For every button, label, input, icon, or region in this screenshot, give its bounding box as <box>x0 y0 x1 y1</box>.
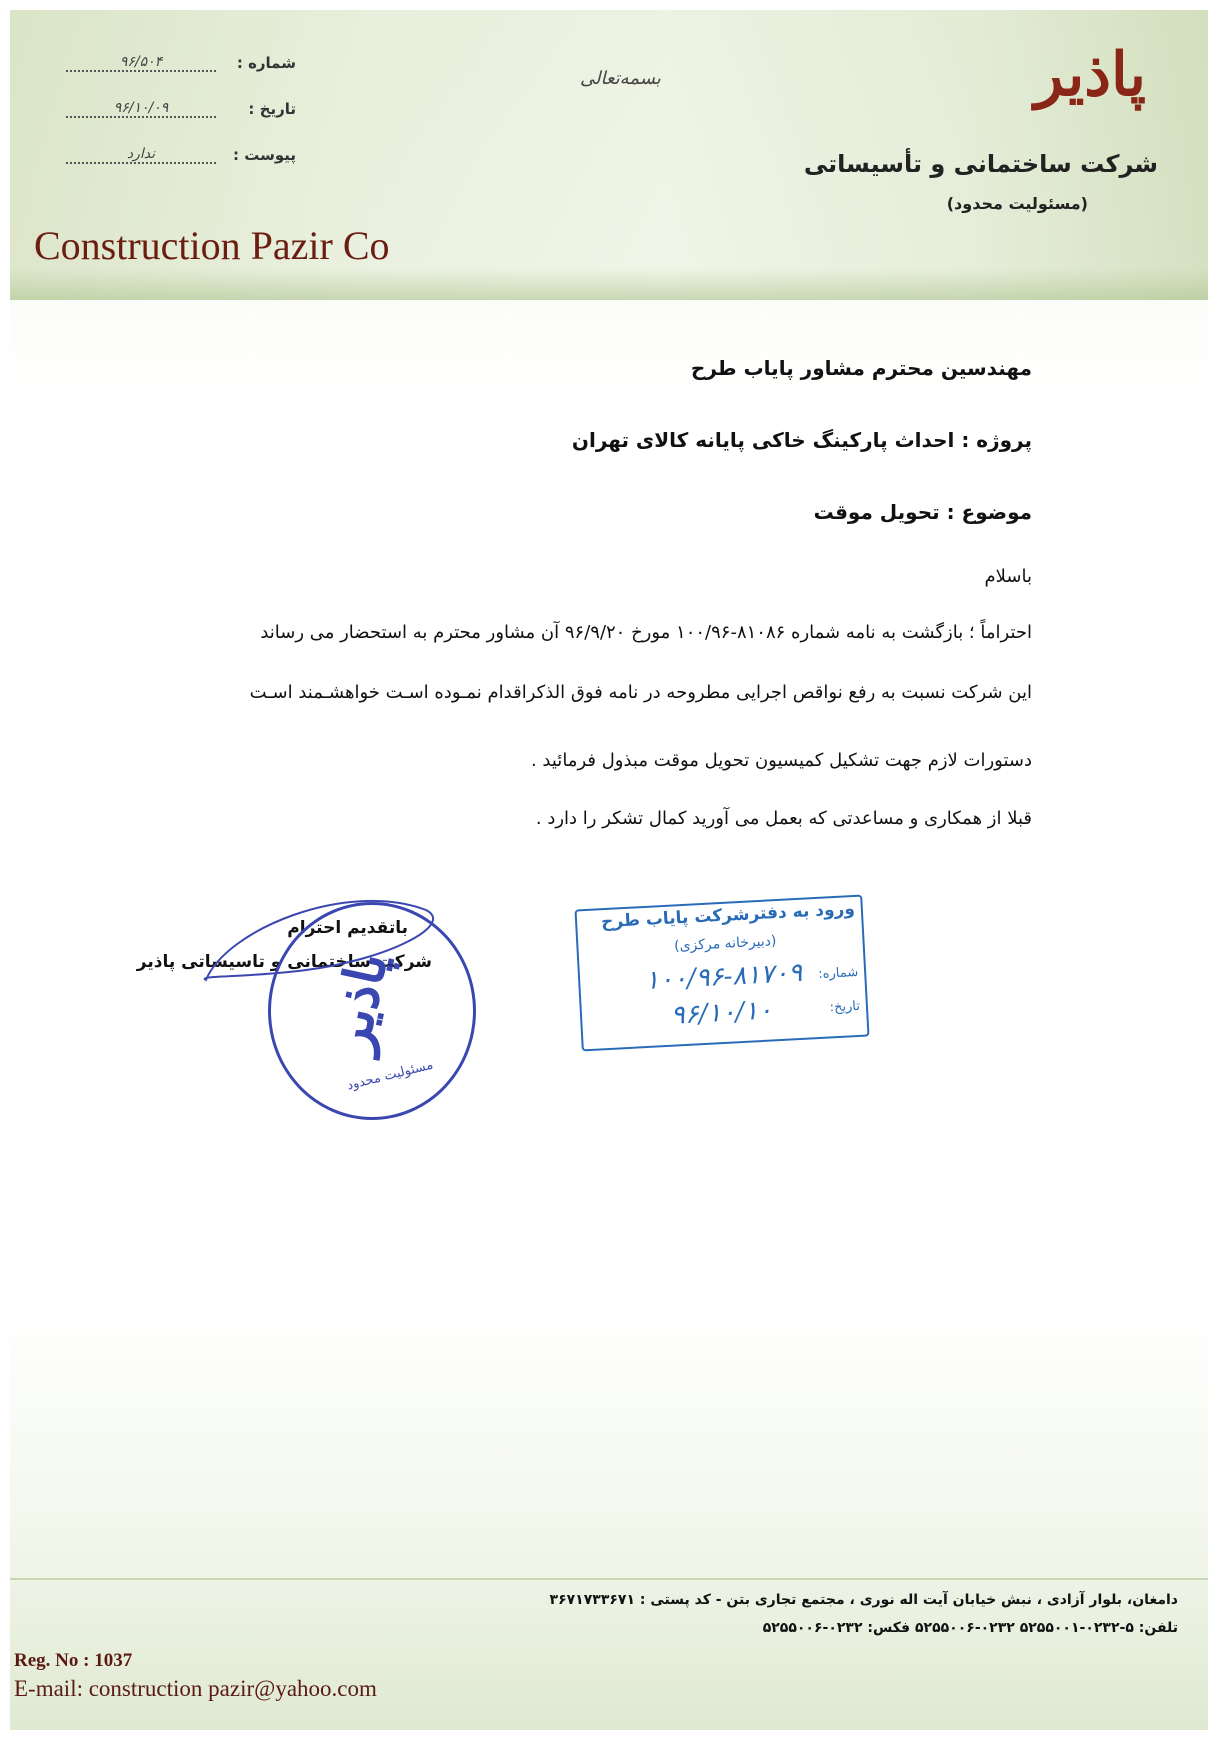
number-value: ۹۶/۵۰۴ <box>66 54 216 72</box>
attachment-value: ندارد <box>66 146 216 164</box>
date-value: ۹۶/۱۰/۰۹ <box>66 100 216 118</box>
signature-company: شرکت ساختمانی و تاسیساتی پاذیر <box>136 952 432 972</box>
footer-divider <box>10 1578 1208 1580</box>
company-name-en: Construction Pazir Co <box>34 223 390 268</box>
seal-ring-text: مسئولیت محدود <box>345 1057 435 1094</box>
stamp-subtitle: (دبیرخانه مرکزی) <box>673 933 777 955</box>
paragraph-1: احتراماً ؛ بازگشت به نامه شماره ۸۱۰۸۶-۱۰۰/۹۶ مورخ ۹۶/۹/۲۰ آن مشاور محترم به استحضار می رساند <box>260 622 1032 643</box>
stamp-number-value: ۱۰۰/۹۶-۸۱۷۰۹ <box>644 957 803 997</box>
footer-address: دامغان، بلوار آزادی ، نبش خیابان آیت اله نوری ، مجتمع تجاری بتن - کد پستی : ۳۶۷۱۷۳۳۶۷۱ <box>549 1592 1178 1608</box>
subject-line: موضوع : تحویل موقت <box>813 500 1032 524</box>
bismillah: بسمه‌تعالی <box>580 68 661 89</box>
stamp-number-label: شماره: <box>817 964 859 982</box>
greeting-line: باسلام <box>984 566 1032 587</box>
paragraph-2: این شرکت نسبت به رفع نواقص اجرایی مطروحه در نامه فوق الذکراقدام نمـوده اسـت خواهشـمند اسـت <box>249 682 1032 703</box>
paragraph-3: دستورات لازم جهت تشکیل کمیسیون تحویل موقت مبذول فرمائید . <box>530 750 1032 771</box>
signature-closing: باتقدیم احترام <box>287 918 408 938</box>
stamp-date-value: ۹۶/۱۰/۱۰ <box>670 995 773 1031</box>
letter-number-row <box>66 54 296 76</box>
number-label: شماره : <box>236 54 296 72</box>
seal-logo-word: پاذیر <box>316 946 400 1058</box>
footer-phones: تلفن: ۵-۰۲۳۲-۵۲۵۵۰۰۱ ۰۲۳۲-۵۲۵۵۰۰۶ فکس: ۰۲۳۲-۵۲۵۵۰۰۶ <box>762 1620 1178 1636</box>
recipient-line: مهندسین محترم مشاور پایاب طرح <box>690 356 1032 380</box>
registration-number: Reg. No : 1037 <box>14 1650 133 1671</box>
stamp-title: ورود به دفترشرکت پایاب طرح <box>600 898 856 933</box>
attachment-label: پیوست : <box>232 146 296 164</box>
date-label: تاریخ : <box>248 100 296 118</box>
company-type: (مسئولیت محدود) <box>946 194 1088 213</box>
company-logo: پاذیر <box>1034 40 1146 110</box>
letter-attachment-row <box>66 146 296 168</box>
letter-date-row <box>66 100 296 122</box>
footer-email: E-mail: construction pazir@yahoo.com <box>14 1676 377 1701</box>
letter-page <box>10 10 1208 1730</box>
letterhead-strip <box>10 268 1208 300</box>
received-stamp <box>574 895 869 1052</box>
paragraph-4: قبلا از همکاری و مساعدتی که بعمل می آورید کمال تشکر را دارد . <box>535 808 1032 829</box>
project-line: پروژه : احداث پارکینگ خاکی پایانه کالای تهران <box>571 428 1032 452</box>
company-name-fa: شرکت ساختمانی و تأسیساتی <box>803 150 1158 178</box>
stamp-date-label: تاریخ: <box>829 998 861 1016</box>
